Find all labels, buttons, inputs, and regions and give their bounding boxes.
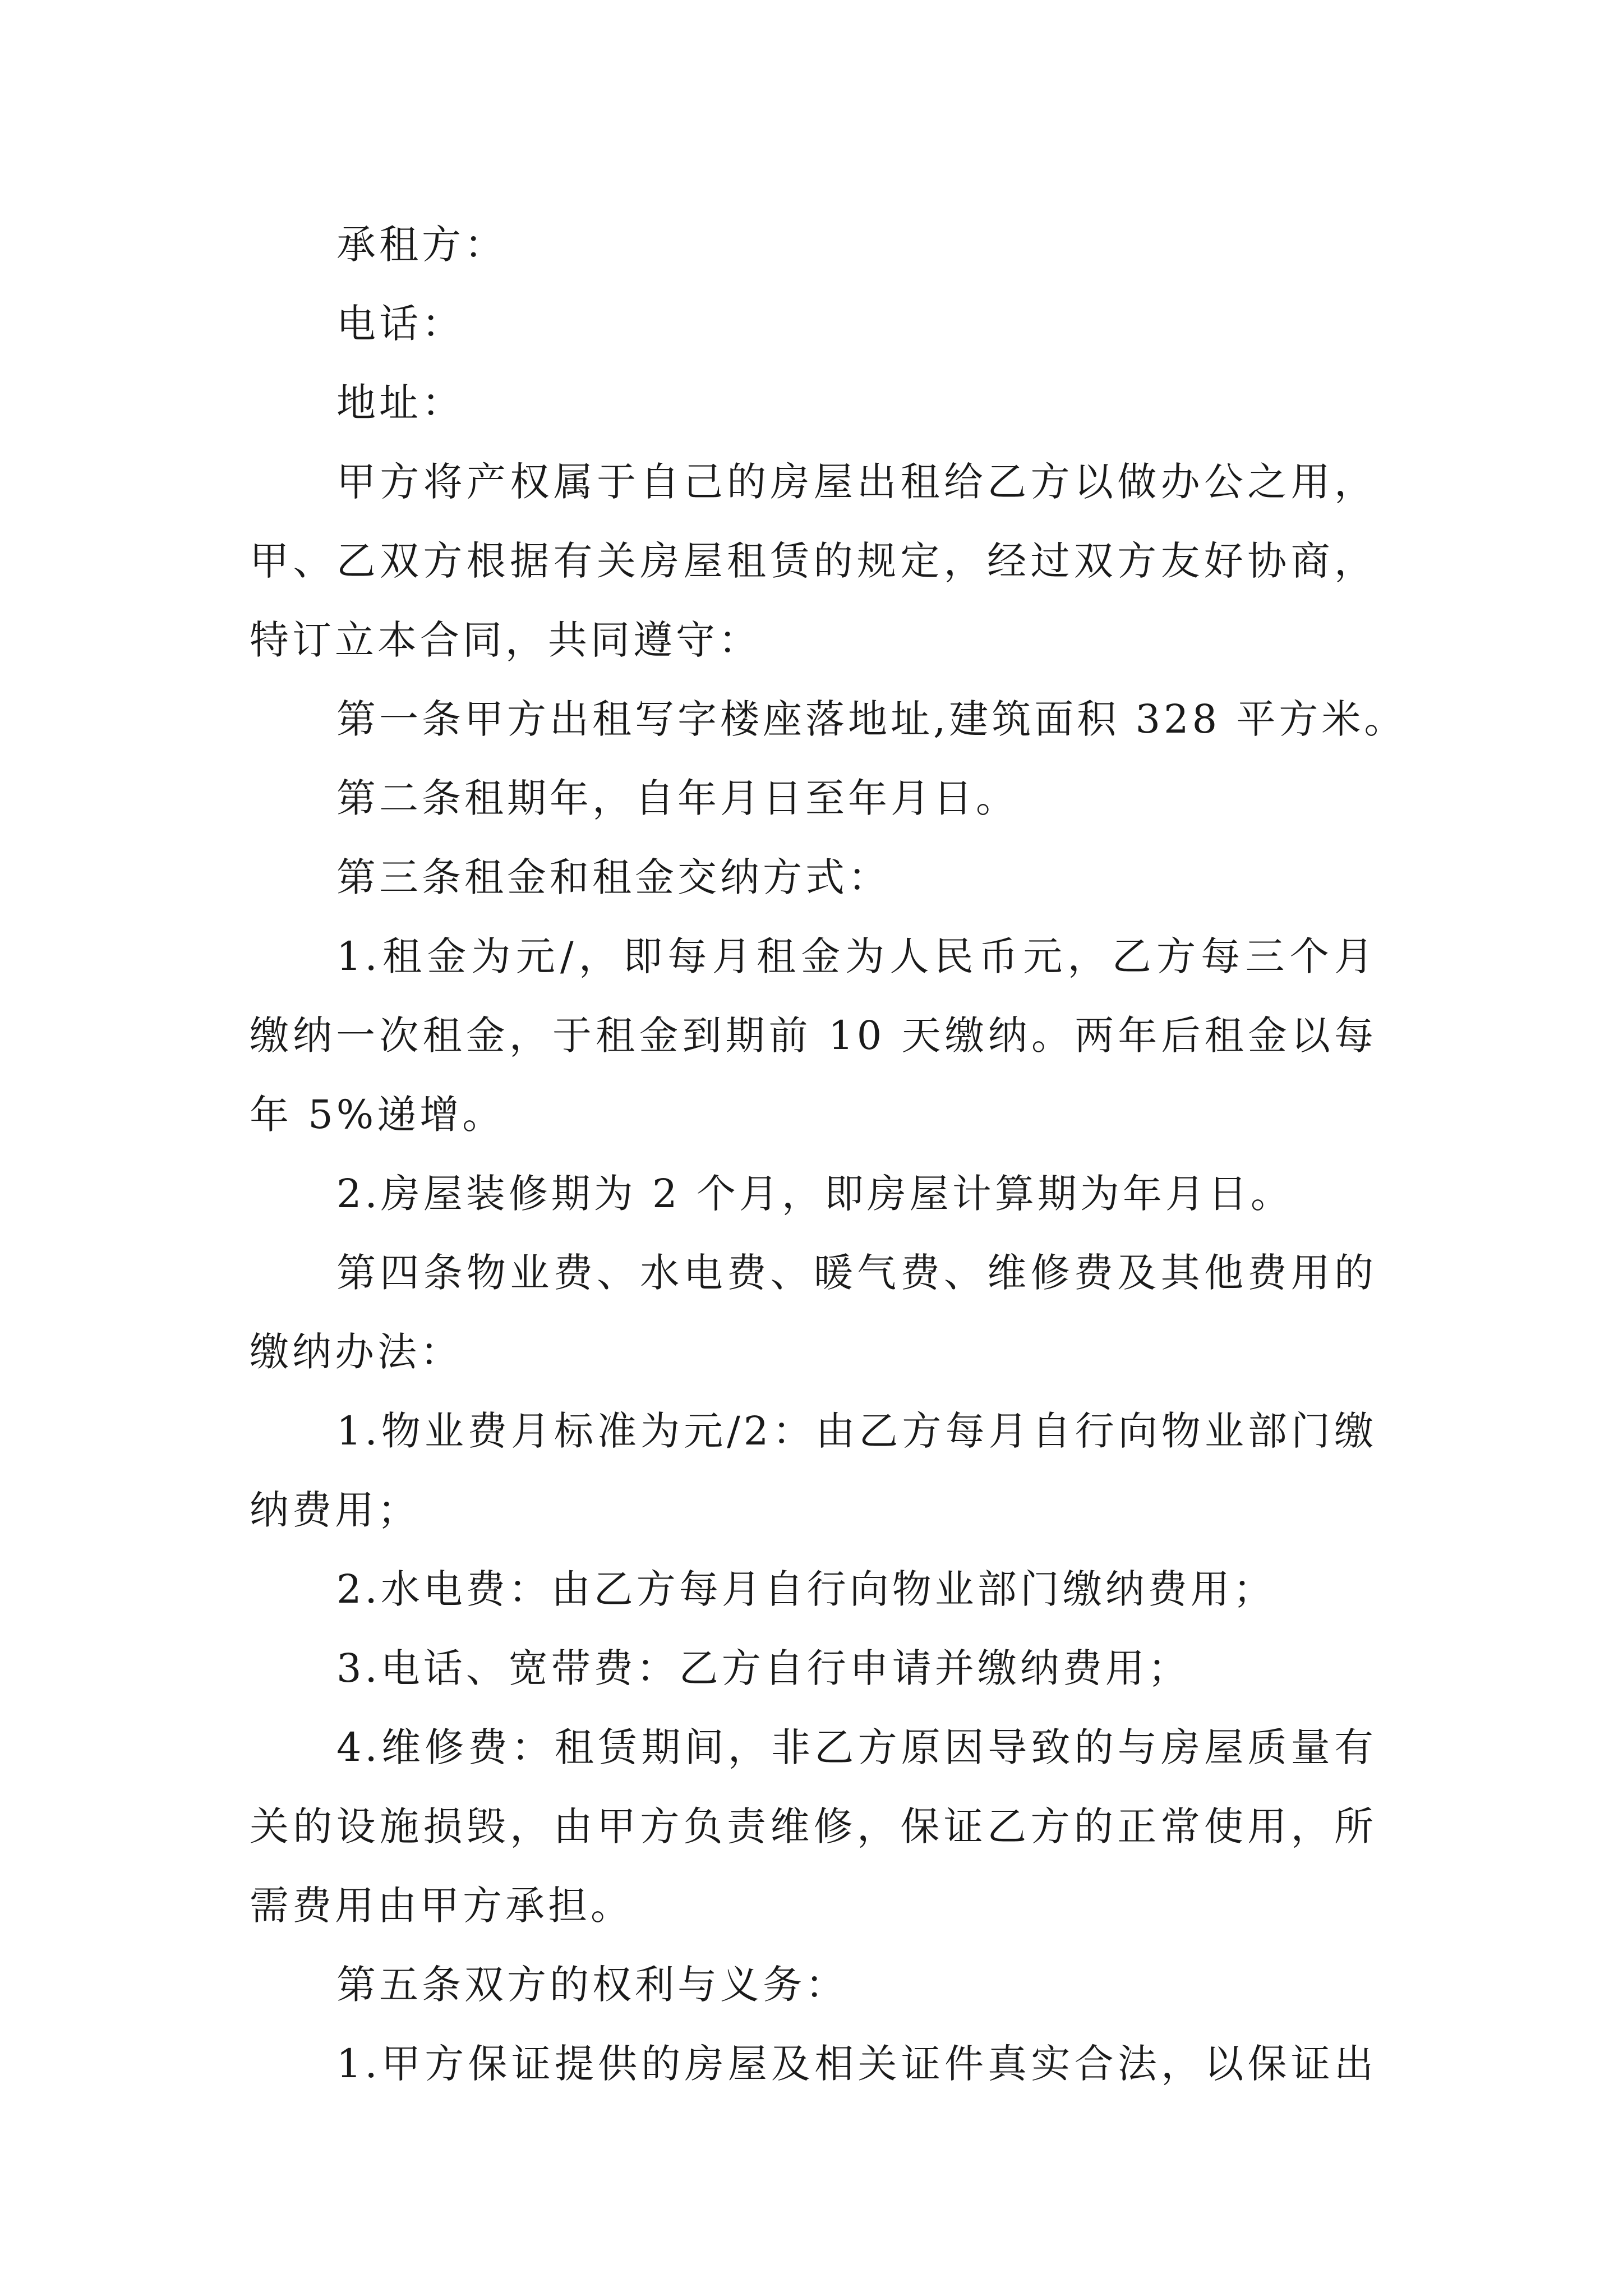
article-4-item-1-line-2: 纳费用；: [250, 1487, 420, 1533]
phone-label: 电话：: [336, 301, 464, 347]
article-3-item-1-line-3: 年 5%递增。: [250, 1092, 505, 1138]
intro-paragraph-line-2: 甲、乙双方根据有关房屋租赁的规定，经过双方友好协商，: [250, 538, 1377, 584]
article-5-item-1-line-1: 1.甲方保证提供的房屋及相关证件真实合法，以保证出: [336, 2041, 1377, 2087]
article-4-heading-line-1: 第四条物业费、水电费、暖气费、维修费及其他费用的: [336, 1250, 1377, 1296]
tenant-label: 承租方：: [336, 222, 507, 268]
article-5-heading: 第五条双方的权利与义务：: [336, 1962, 848, 2008]
article-3-item-1-line-1: 1.租金为元/，即每月租金为人民币元，乙方每三个月: [336, 933, 1377, 979]
article-4-item-4-line-2: 关的设施损毁，由甲方负责维修，保证乙方的正常使用，所: [250, 1803, 1377, 1849]
intro-paragraph-line-3: 特订立本合同，共同遵守：: [250, 617, 761, 663]
article-4-item-4-line-3: 需费用由甲方承担。: [250, 1883, 633, 1929]
article-4-item-1-line-1: 1.物业费月标准为元/2：由乙方每月自行向物业部门缴: [336, 1408, 1377, 1454]
address-label: 地址：: [336, 380, 464, 426]
article-1: 第一条甲方出租写字楼座落地址,建筑面积 328 平方米。: [336, 696, 1407, 742]
article-4-item-2: 2.水电费：由乙方每月自行向物业部门缴纳费用；: [336, 1566, 1276, 1612]
article-4-heading-line-2: 缴纳办法：: [250, 1329, 463, 1375]
article-4-item-3: 3.电话、宽带费：乙方自行申请并缴纳费用；: [336, 1645, 1191, 1691]
article-3-heading: 第三条租金和租金交纳方式：: [336, 854, 891, 900]
article-4-item-4-line-1: 4.维修费：租赁期间，非乙方原因导致的与房屋质量有: [336, 1724, 1377, 1770]
article-3-item-2: 2.房屋装修期为 2 个月，即房屋计算期为年月日。: [336, 1171, 1293, 1217]
article-3-item-1-line-2: 缴纳一次租金，于租金到期前 10 天缴纳。两年后租金以每: [250, 1013, 1377, 1059]
article-2: 第二条租期年，自年月日至年月日。: [336, 775, 1018, 821]
intro-paragraph-line-1: 甲方将产权属于自己的房屋出租给乙方以做办公之用，: [336, 459, 1377, 505]
